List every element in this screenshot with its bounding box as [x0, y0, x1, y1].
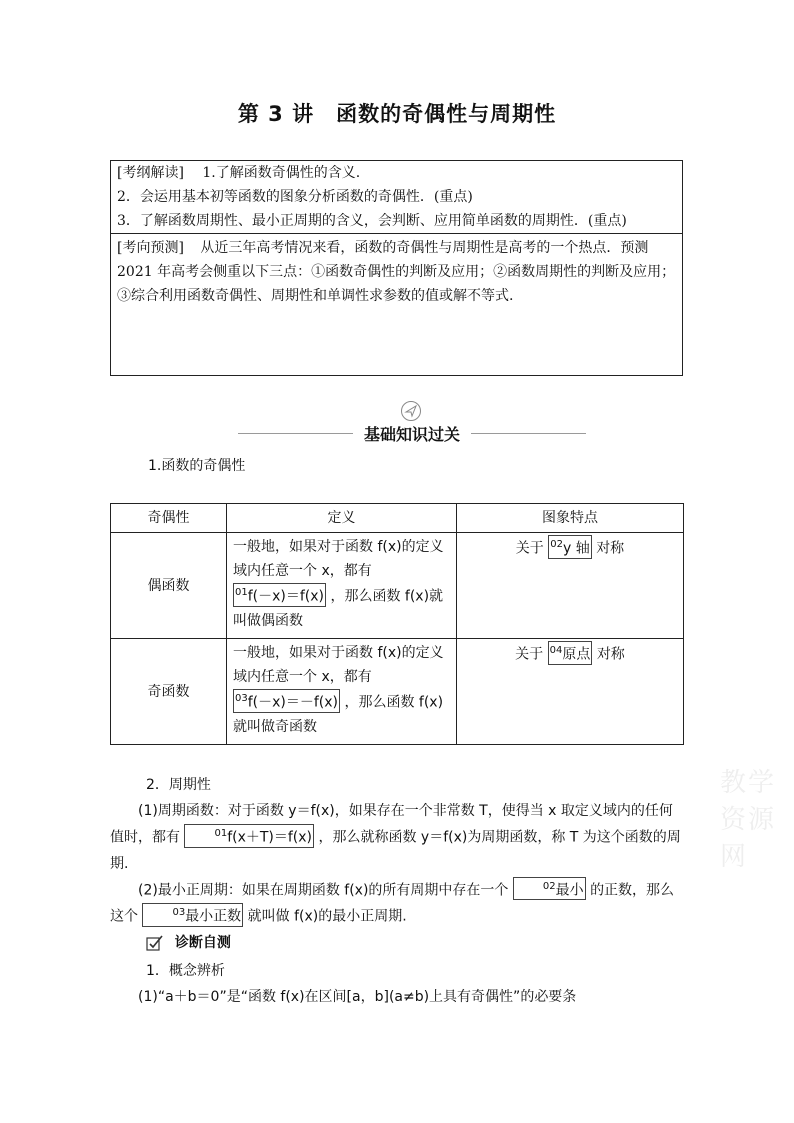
min-period-paragraph [110, 877, 683, 930]
feature-text: 关于 [515, 646, 544, 663]
feature-text: 对称 [596, 646, 625, 663]
row-name: 奇函数 [111, 639, 227, 745]
paragraph-text: 就叫做 f(x)的最小正周期. [247, 908, 407, 925]
forecast-tag: [考向预测] [117, 240, 184, 256]
paragraph-text: (2)最小正周期：如果在周期函数 f(x)的所有周期中存在一个 [138, 882, 509, 899]
table-header-cell: 奇偶性 [111, 504, 227, 533]
parity-table [110, 503, 684, 745]
paragraph-text: (1)周期函数：对于函数 y＝f(x)，如果存在一个非常数 T，使得当 x 取定义域内的任何值时，都有 [110, 803, 673, 846]
syllabus-box [110, 160, 683, 376]
definition-text: 一般地，如果对于函数 f(x)的定义域内任意一个 x，都有 [233, 539, 444, 579]
blank-answer: f(x＋T)＝f(x) [227, 829, 313, 846]
blank-answer: f(－x)＝f(x) [247, 588, 325, 605]
blank-answer: y 轴 [562, 540, 590, 557]
watermark: 教学资源网 [720, 768, 777, 872]
fill-blank [233, 583, 326, 607]
syllabus-item-2: 2．会运用基本初等函数的图象分析函数的奇偶性．(重点) [117, 189, 473, 205]
blank-number: 03 [172, 907, 186, 919]
blank-number: 03 [235, 693, 248, 704]
blank-answer: 原点 [562, 646, 591, 663]
forecast-text: 从近三年高考情况来看，函数的奇偶性与周期性是高考的一个热点．预测 2021 年高考会侧重以下三点：①函数奇偶性的判断及应用；②函数周期性的判断及应用；③综合利用函数奇偶性、周期性和单调性求参数的值或解不等式. [117, 240, 676, 304]
concept-heading: 1．概念辨析 [146, 963, 225, 979]
fill-blank [233, 689, 340, 713]
syllabus-item-3: 3．了解函数周期性、最小正周期的含义，会判断、应用简单函数的周期性．(重点) [117, 213, 627, 229]
table-header-cell: 图象特点 [457, 504, 684, 533]
diagnosis-section [110, 958, 683, 1010]
paragraph-text: 的正数，那么这个 [110, 882, 675, 925]
blank-answer: 最小正数 [185, 908, 242, 925]
blank-number: 04 [549, 645, 563, 656]
row-name: 偶函数 [111, 533, 227, 639]
diagnosis-heading [146, 932, 231, 952]
fill-blank [513, 877, 586, 901]
syllabus-section [111, 161, 682, 233]
table-header-cell: 定义 [227, 504, 457, 533]
blank-number: 01 [235, 587, 248, 598]
syllabus-tag: [考纲解读] [117, 165, 184, 181]
section-header [238, 400, 586, 444]
row-definition [227, 533, 457, 639]
definition-text: ，那么函数 f(x)就叫做奇函数 [233, 694, 444, 735]
subsection-title-periodicity: 2．周期性 [146, 777, 211, 793]
forecast-section [111, 233, 682, 308]
table-row-even [111, 533, 684, 639]
table-row-odd [111, 639, 684, 745]
divider-right [471, 433, 586, 434]
syllabus-item-1: 1.了解函数奇偶性的含义. [202, 165, 361, 181]
row-definition [227, 639, 457, 745]
periodicity-section [110, 772, 683, 930]
fill-blank [142, 903, 243, 927]
table-header-row [111, 504, 684, 533]
paragraph-text: ，那么就称函数 y＝f(x)为周期函数，称 T 为这个函数的周期. [110, 829, 681, 872]
subsection-title-parity: 1.函数的奇偶性 [148, 458, 246, 474]
feature-text: 对称 [596, 540, 625, 557]
paper-plane-icon [400, 400, 422, 422]
row-feature [457, 639, 684, 745]
blank-number: 02 [550, 539, 563, 550]
syllabus-line-1 [117, 161, 676, 185]
check-pencil-icon [146, 935, 164, 951]
question-1: (1)“a＋b＝0”是“函数 f(x)在区间[a，b](a≠b)上具有奇偶性”的必要条 [138, 989, 577, 1005]
feature-text: 关于 [515, 540, 544, 557]
blank-number: 01 [214, 828, 228, 839]
row-feature [457, 533, 684, 639]
fill-blank [184, 824, 314, 848]
periodic-function-paragraph [110, 798, 683, 877]
fill-blank [548, 535, 591, 559]
definition-text: 一般地，如果对于函数 f(x)的定义域内任意一个 x，都有 [233, 645, 444, 685]
definition-text: ，那么函数 f(x)就叫做偶函数 [233, 588, 444, 629]
diagnosis-label: 诊断自测 [174, 935, 231, 951]
page-title: 第 3 讲 函数的奇偶性与周期性 [237, 102, 557, 126]
blank-number: 02 [542, 880, 556, 892]
fill-blank [548, 641, 593, 665]
blank-answer: f(－x)＝－f(x) [247, 694, 339, 711]
blank-answer: 最小 [555, 882, 584, 899]
section-title: 基础知识过关 [363, 425, 460, 444]
